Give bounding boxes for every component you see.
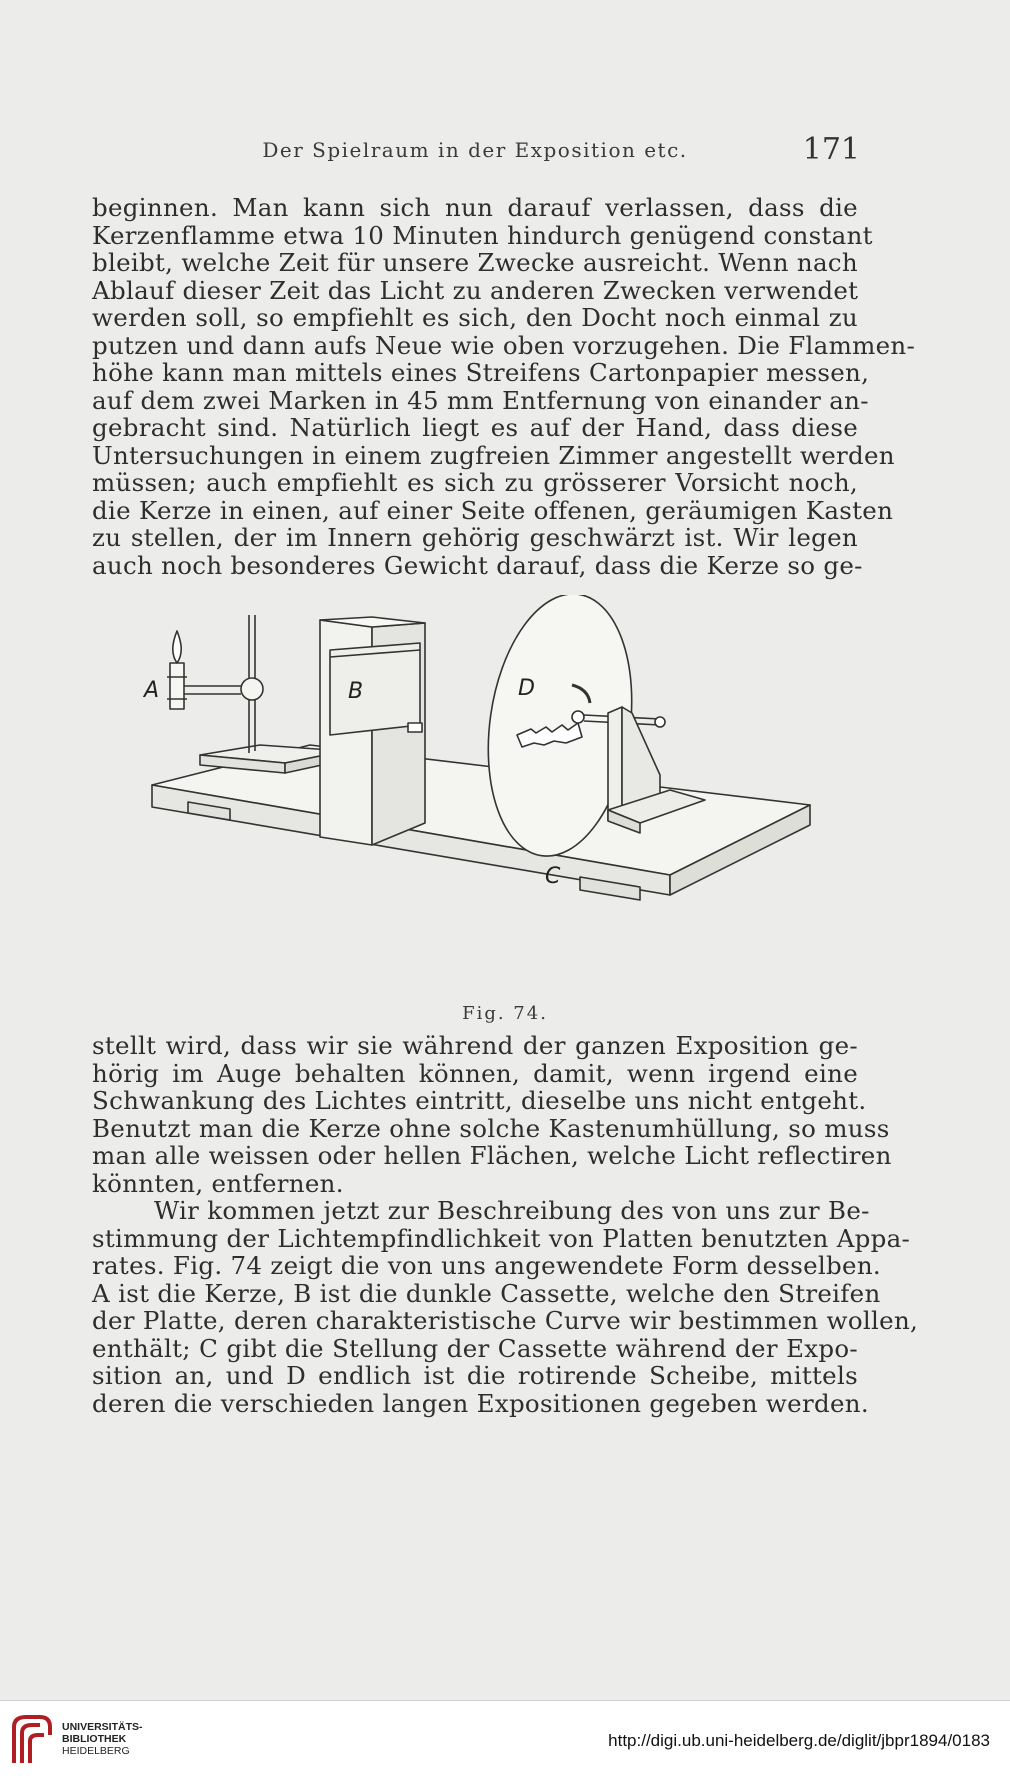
paragraph-2: [92, 1031, 892, 1198]
stand-clamp: [241, 678, 263, 700]
text-line: höhe kann man mittels eines Streifens Cartonpapier messen,: [92, 358, 870, 387]
text-line: könnten, entfernen.: [92, 1168, 344, 1198]
page-number: 171: [802, 132, 860, 167]
source-url-link[interactable]: http://digi.ub.uni-heidelberg.de/diglit/jbpr1894/0183: [608, 1731, 990, 1750]
cassette-slide: [330, 643, 420, 735]
text-line: gebracht sind. Natürlich liegt es auf der Hand, dass diese: [92, 413, 858, 442]
library-name-line: HEIDELBERG: [62, 1745, 130, 1757]
library-name-line: BIBLIOTHEK: [62, 1733, 127, 1745]
text-line: müssen; auch empfiehlt es sich zu grösserer Vorsicht noch,: [92, 468, 858, 497]
label-c: C: [545, 864, 561, 889]
figure-caption: Fig. 74.: [462, 1003, 548, 1024]
text-line: hörig im Auge behalten können, damit, wenn irgend eine: [92, 1058, 858, 1088]
text-line: enthält; C gibt die Stellung der Cassette während der Expo-: [92, 1333, 858, 1363]
text-line: beginnen. Man kann sich nun darauf verlassen, dass die: [92, 193, 858, 222]
paragraph-3: [92, 1196, 919, 1418]
candle: [170, 663, 184, 709]
text-line: werden soll, so empfiehlt es sich, den Docht noch einmal zu: [92, 303, 858, 332]
text-line: die Kerze in einen, auf einer Seite offenen, geräumigen Kasten: [92, 495, 894, 525]
text-line: bleibt, welche Zeit für unsere Zwecke ausreicht. Wenn nach: [92, 248, 858, 277]
axle-support: [608, 707, 622, 820]
text-line: putzen und dann aufs Neue wie oben vorzugehen. Die Flammen-: [92, 330, 916, 360]
text-block-bottom: [92, 1031, 919, 1418]
text-line: auch noch besonderes Gewicht darauf, dass die Kerze so ge-: [92, 550, 863, 580]
text-line: Ablauf dieser Zeit das Licht zu anderen Zwecken verwendet: [92, 275, 859, 305]
text-line: sition an, und D endlich ist die rotirende Scheibe, mittels: [92, 1361, 858, 1390]
label-d: D: [518, 676, 535, 701]
label-b: B: [348, 679, 364, 704]
text-line: auf dem zwei Marken in 45 mm Entfernung von einander an-: [92, 385, 869, 415]
library-name: [62, 1721, 143, 1757]
disc-axle-hub: [572, 711, 584, 723]
text-line: stimmung der Lichtempfindlichkeit von Platten benutzten Appa-: [92, 1223, 911, 1253]
text-line: Untersuchungen in einem zugfreien Zimmer angestellt werden: [92, 440, 895, 470]
text-line: A ist die Kerze, B ist die dunkle Cassette, welche den Streifen: [92, 1278, 881, 1308]
text-line: Wir kommen jetzt zur Beschreibung des von uns zur Be-: [154, 1196, 870, 1225]
library-name-line: UNIVERSITÄTS-: [62, 1721, 143, 1733]
text-line: Kerzenflamme etwa 10 Minuten hindurch genügend constant: [92, 220, 873, 250]
text-line: rates. Fig. 74 zeigt die von uns angewendete Form desselben.: [92, 1251, 881, 1280]
library-logo-icon: [10, 1713, 54, 1767]
running-head: [90, 132, 860, 168]
label-a: A: [144, 678, 160, 703]
text-line: deren die verschieden langen Expositionen gegeben werden.: [92, 1388, 869, 1418]
text-line: man alle weissen oder hellen Flächen, welche Licht reflectiren: [92, 1141, 892, 1170]
text-line: zu stellen, der im Innern gehörig geschwärzt ist. Wir legen: [92, 523, 858, 552]
text-line: stellt wird, dass wir sie während der ganzen Exposition ge-: [92, 1031, 858, 1060]
candle-flame: [173, 631, 181, 663]
paragraph-1: [92, 193, 916, 580]
text-line: Benutzt man die Kerze ohne solche Kastenumhüllung, so muss: [92, 1113, 890, 1143]
text-block-top: [92, 193, 916, 580]
text-line: Schwankung des Lichtes eintritt, dieselbe uns nicht entgeht.: [92, 1086, 867, 1115]
text-line: der Platte, deren charakteristische Curve wir bestimmen wollen,: [92, 1306, 919, 1335]
footer-bar: [0, 1700, 1010, 1779]
figure-74-apparatus: [140, 595, 820, 995]
running-title: Der Spielraum in der Exposition etc.: [262, 138, 688, 162]
